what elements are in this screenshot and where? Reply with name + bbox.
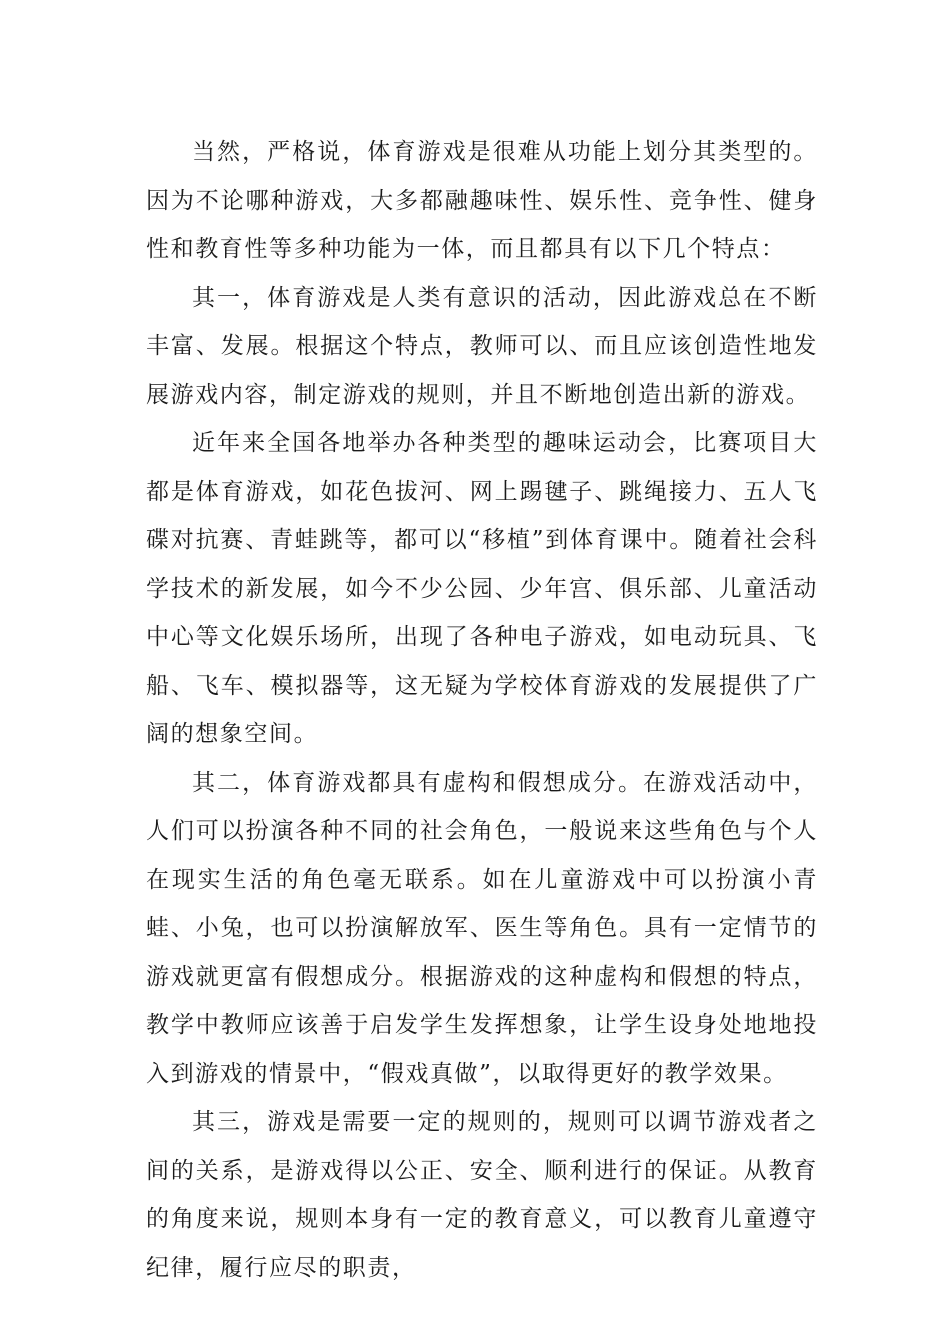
paragraph-feature-three: 其三，游戏是需要一定的规则的，规则可以调节游戏者之间的关系，是游戏得以公正、安全、顺利进行的保证。从教育的角度来说，规则本身有一定的教育意义，可以教育儿童遵守纪律，履行应尽的职责， [146, 1109, 818, 1281]
paragraph-recent-examples: 近年来全国各地举办各种类型的趣味运动会，比赛项目大都是体育游戏，如花色拔河、网上踢毽子、跳绳接力、五人飞碟对抗赛、青蛙跳等，都可以“移植”到体育课中。随着社会科学技术的新发展，如今不少公园、少年宫、俱乐部、儿童活动中心等文化娱乐场所，出现了各种电子游戏，如电动玩具、飞船、飞车、模拟器等，这无疑为学校体育游戏的发展提供了广阔的想象空间。 [146, 430, 818, 747]
paragraph-intro: 当然，严格说，体育游戏是很难从功能上划分其类型的。因为不论哪种游戏，大多都融趣味性、娱乐性、竞争性、健身性和教育性等多种功能为一体，而且都具有以下几个特点： [146, 139, 818, 262]
paragraph-feature-one: 其一，体育游戏是人类有意识的活动，因此游戏总在不断丰富、发展。根据这个特点，教师可以、而且应该创造性地发展游戏内容，制定游戏的规则，并且不断地创造出新的游戏。 [146, 284, 818, 408]
document-body [146, 128, 818, 1292]
paragraph-feature-two: 其二，体育游戏都具有虚构和假想成分。在游戏活动中，人们可以扮演各种不同的社会角色，一般说来这些角色与个人在现实生活的角色毫无联系。如在儿童游戏中可以扮演小青蛙、小兔，也可以扮演解放军、医生等角色。具有一定情节的游戏就更富有假想成分。根据游戏的这种虚构和假想的特点，教学中教师应该善于启发学生发挥想象，让学生设身处地地投入到游戏的情景中，“假戏真做”，以取得更好的教学效果。 [146, 769, 818, 1087]
